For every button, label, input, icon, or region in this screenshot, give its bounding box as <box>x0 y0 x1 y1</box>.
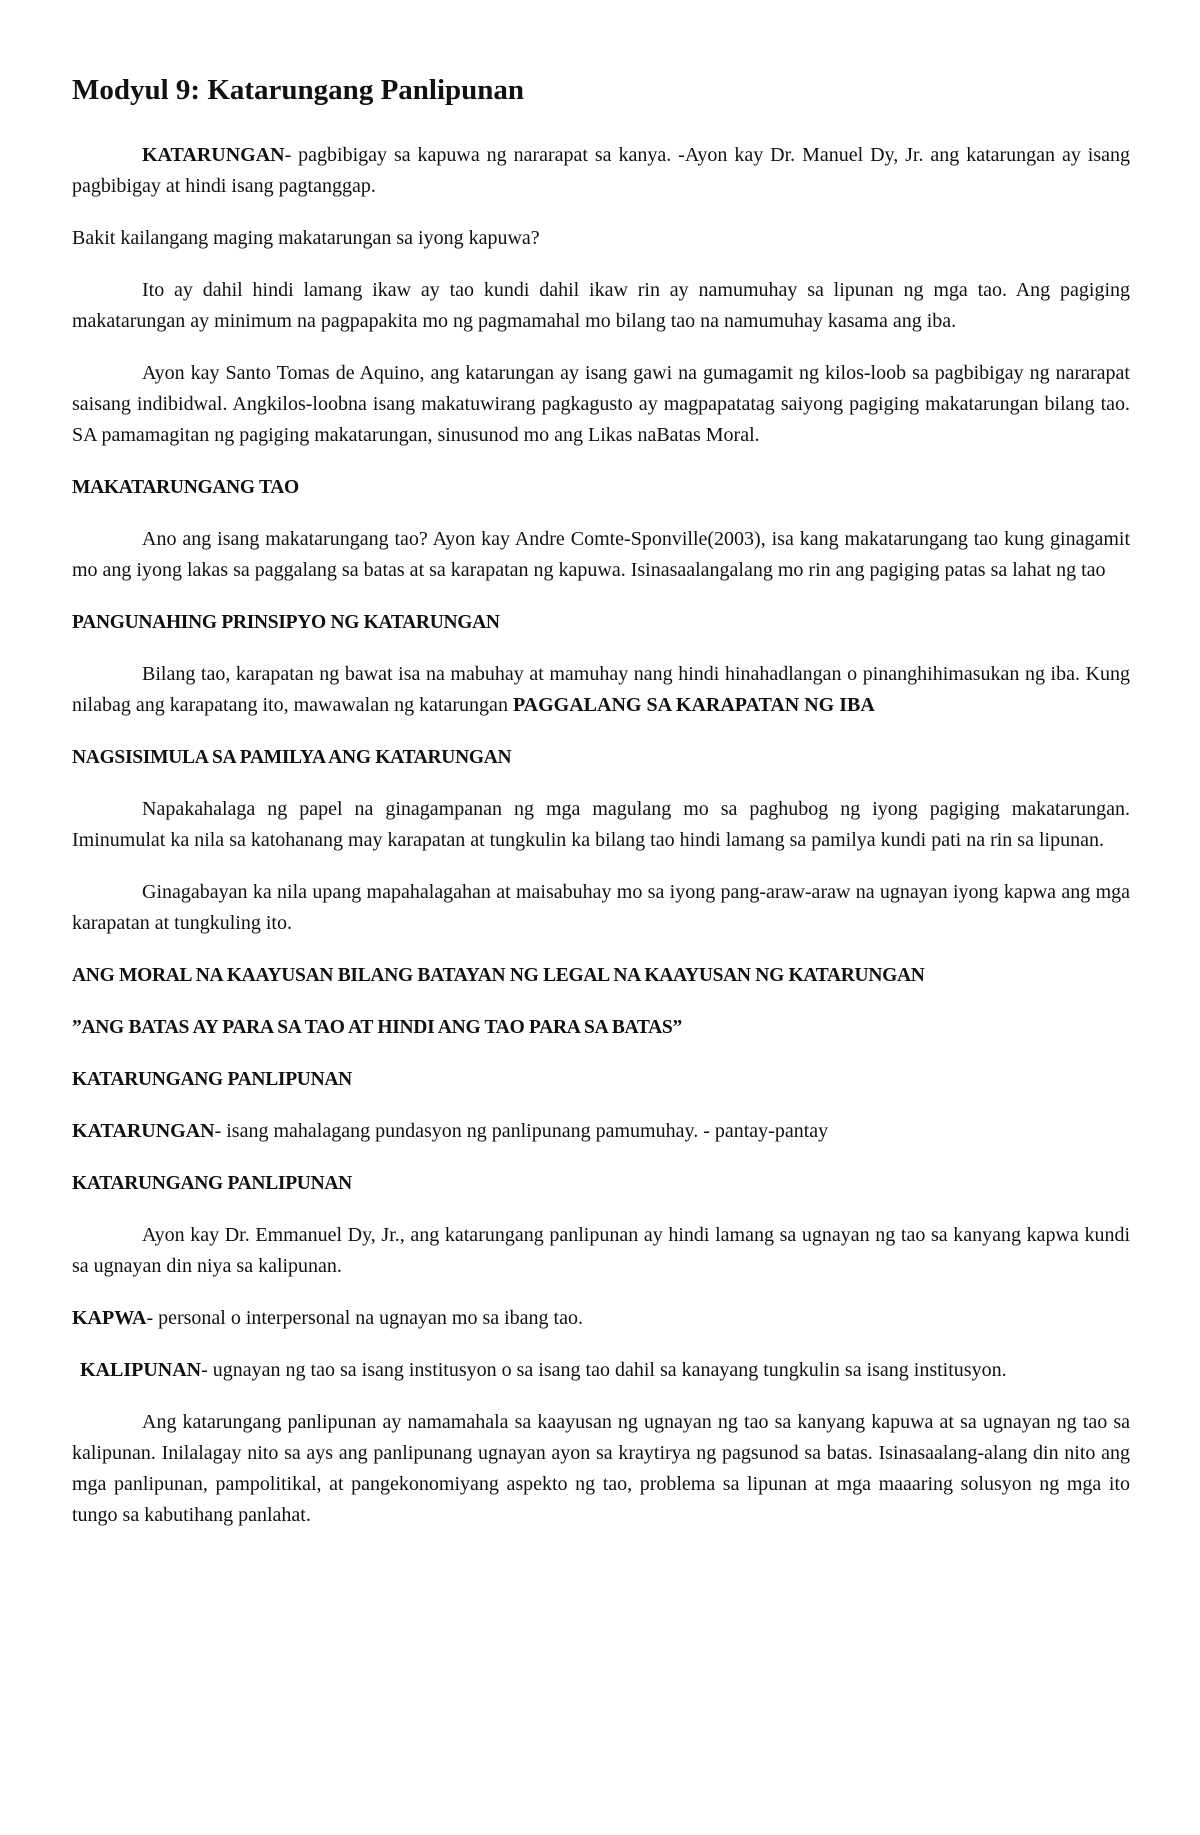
paragraph-kapwa-definition: KAPWA- personal o interpersonal na ugnayan mo sa ibang tao. <box>72 1307 583 1329</box>
paragraph-ginagabayan: Ginagabayan ka nila upang mapahalagahan at maisabuhay mo sa iyong pang-araw-araw na ugnayan iyong kapwa ang mga karapatan at tungkuling ito. <box>72 881 1130 934</box>
term-kalipunan: KALIPUNAN <box>80 1359 202 1381</box>
emphasis-paggalang: PAGGALANG SA KARAPATAN NG IBA <box>512 694 875 716</box>
paragraph-katarungan-definition: KATARUNGAN- pagbibigay sa kapuwa ng nararapat sa kanya. -Ayon kay Dr. Manuel Dy, Jr. ang katarungan ay isang pagbibigay at hindi isang pagtanggap. <box>72 144 1130 197</box>
heading-batas-quote: ”ANG BATAS AY PARA SA TAO AT HINDI ANG TAO PARA SA BATAS” <box>72 1017 682 1038</box>
paragraph-aquino: Ayon kay Santo Tomas de Aquino, ang katarungan ay isang gawi na gumagamit ng kilos-loob sa pagbibigay ng nararapat saisang indibidwal. Angkilos-loobna isang makatuwirang pagkagusto ay magpapatatag saiyong pagiging makatarungan bilang tao. SA pamamagitan ng pagiging makatarungan, sinusunod mo ang Likas naBatas Moral. <box>72 362 1130 446</box>
paragraph-comte-sponville: Ano ang isang makatarungang tao? Ayon kay Andre Comte-Sponville(2003), isa kang makatarungang tao kung ginagamit mo ang iyong lakas sa paggalang sa batas at sa karapatan ng kapuwa. Isinasaalangalang mo rin ang pagiging patas sa lahat ng tao <box>72 528 1130 581</box>
document-page <box>72 70 1130 1552</box>
term-katarungan: KATARUNGAN <box>142 144 285 166</box>
heading-pangunahing-prinsipyo: PANGUNAHING PRINSIPYO NG KATARUNGAN <box>72 612 500 633</box>
heading-moral-na-kaayusan: ANG MORAL NA KAAYUSAN BILANG BATAYAN NG LEGAL NA KAAYUSAN NG KATARUNGAN <box>72 965 925 986</box>
document-title: Modyul 9: Katarungang Panlipunan <box>72 74 525 106</box>
paragraph-katarungan-pundasyon: KATARUNGAN- isang mahalagang pundasyon ng panlipunang pamumuhay. - pantay-pantay <box>72 1120 829 1142</box>
term-katarungan-2: KATARUNGAN <box>72 1120 215 1142</box>
paragraph-question: Bakit kailangang maging makatarungan sa iyong kapuwa? <box>72 227 540 249</box>
heading-nagsisimula-sa-pamilya: NAGSISIMULA SA PAMILYA ANG KATARUNGAN <box>72 747 512 768</box>
heading-katarungang-panlipunan: KATARUNGANG PANLIPUNAN <box>72 1069 352 1090</box>
term-kapwa: KAPWA <box>72 1307 147 1329</box>
paragraph-emmanuel-dy: Ayon kay Dr. Emmanuel Dy, Jr., ang katarungang panlipunan ay hindi lamang sa ugnayan ng tao sa kanyang kapwa kundi sa ugnayan din niya sa kalipunan. <box>72 1224 1130 1277</box>
heading-makatarungang-tao: MAKATARUNGANG TAO <box>72 477 299 498</box>
paragraph-magulang: Napakahalaga ng papel na ginagampanan ng mga magulang mo sa paghubog ng iyong pagiging makatarungan. Iminumulat ka nila sa katohanang may karapatan at tungkulin ka bilang tao hindi lamang sa pamilya kundi pati na rin sa lipunan. <box>72 798 1130 851</box>
heading-katarungang-panlipunan-2: KATARUNGANG PANLIPUNAN <box>72 1173 352 1194</box>
paragraph-karapatan: Bilang tao, karapatan ng bawat isa na mabuhay at mamuhay nang hindi hinahadlangan o pinanghihimasukan ng iba. Kung nilabag ang karapatang ito, mawawalan ng katarungan PAGGALANG SA KARAPATAN NG IBA <box>72 663 1130 716</box>
paragraph-kalipunan-definition: KALIPUNAN- ugnayan ng tao sa isang institusyon o sa isang tao dahil sa kanayang tungkulin sa isang institusyon. <box>80 1359 1007 1381</box>
paragraph-katarungang-panlipunan-closing: Ang katarungang panlipunan ay namamahala sa kaayusan ng ugnayan ng tao sa kanyang kapuwa at sa ugnayan ng tao sa kalipunan. Inilalagay nito sa ays ang panlipunang ugnayan ayon sa kraytirya ng pagsunod sa batas. Isinasaalang-alang din nito ang mga panlipunan, pampolitikal, at pangekonomiyang aspekto ng tao, problema sa lipunan at mga maaaring solusyon ng mga ito tungo sa kabutihang panlahat. <box>72 1411 1130 1526</box>
paragraph-reason: Ito ay dahil hindi lamang ikaw ay tao kundi dahil ikaw rin ay namumuhay sa lipunan ng mga tao. Ang pagiging makatarungan ay minimum na pagpapakita mo ng pagmamahal mo bilang tao na namumuhay kasama ang iba. <box>72 279 1130 332</box>
